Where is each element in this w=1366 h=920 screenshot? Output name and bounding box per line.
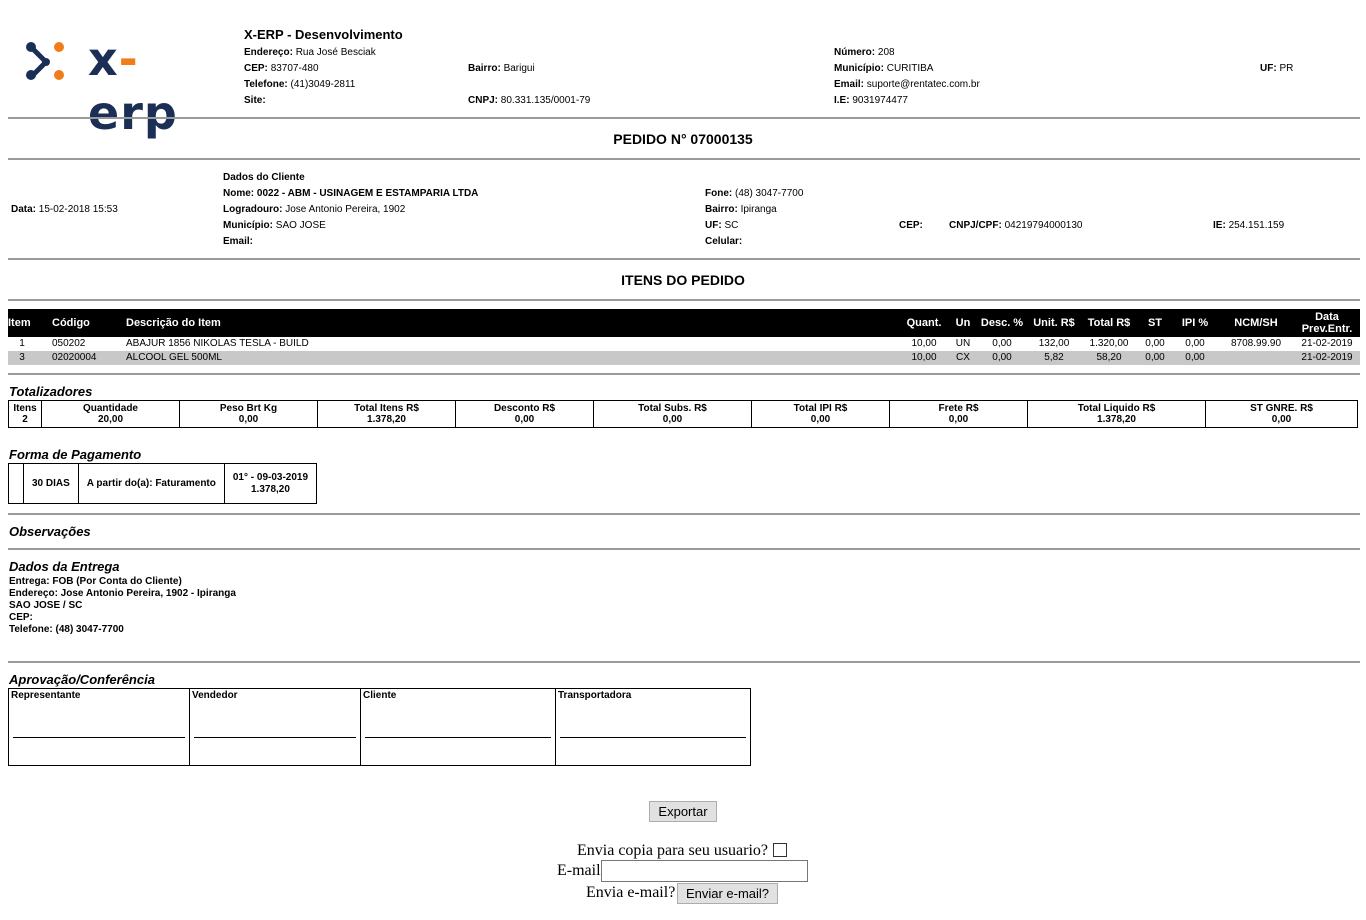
client-cep: CEP: <box>899 220 923 231</box>
client-uf: UF: SC <box>705 220 739 231</box>
total-ipi: Total IPI R$ 0,00 <box>752 401 890 428</box>
payment-condition: 30 DIAS <box>24 464 79 504</box>
cell-unit-price: 5,82 <box>1028 351 1080 365</box>
totals-table <box>8 400 1358 428</box>
company-logo <box>26 32 226 140</box>
payment-basis: A partir do(a): Faturamento <box>78 464 224 504</box>
company-ie: I.E: 9031974477 <box>834 95 908 106</box>
client-ie: IE: 254.151.159 <box>1213 220 1285 231</box>
company-city: Município: CURITIBA <box>834 63 934 74</box>
approval-title: Aprovação/Conferência <box>9 672 155 687</box>
total-net: Total Liquido R$ 1.378,20 <box>1028 401 1206 428</box>
divider <box>8 158 1360 160</box>
send-label: Envia e-mail? <box>586 884 676 901</box>
company-phone: Telefone: (41)3049-2811 <box>244 79 356 90</box>
divider <box>8 661 1360 663</box>
email-label: E-mail <box>557 862 601 879</box>
company-name: X-ERP - Desenvolvimento <box>244 27 403 42</box>
table-row <box>8 337 1360 351</box>
client-phone: Fone: (48) 3047-7700 <box>705 188 804 199</box>
client-cnpj: CNPJ/CPF: 04219794000130 <box>949 220 1083 231</box>
col-unit-price: Unit. R$ <box>1028 309 1080 337</box>
client-city: Município: SAO JOSE <box>223 220 326 231</box>
col-code: Código <box>36 309 114 337</box>
col-quantity: Quant. <box>898 309 950 337</box>
payment-installment: 01° - 09-03-2019 1.378,20 <box>224 464 316 504</box>
col-description: Descrição do Item <box>114 309 898 337</box>
client-mobile: Celular: <box>705 236 743 247</box>
cell-ipi: 0,00 <box>1172 351 1218 365</box>
copy-checkbox[interactable] <box>773 843 787 857</box>
approval-table <box>8 688 751 766</box>
total-items-value: Total Itens R$ 1.378,20 <box>318 401 456 428</box>
payment-empty-cell <box>9 464 24 504</box>
cell-item: 1 <box>19 338 25 349</box>
cell-ncm <box>1218 351 1294 365</box>
total-freight: Frete R$ 0,00 <box>890 401 1028 428</box>
cell-code: 02020004 <box>36 351 114 365</box>
total-subs: Total Subs. R$ 0,00 <box>594 401 752 428</box>
items-title: ITENS DO PEDIDO <box>621 272 745 288</box>
divider <box>8 299 1360 301</box>
cell-item: 3 <box>8 351 36 365</box>
totals-title: Totalizadores <box>9 384 93 399</box>
signature-box-representative: Representante <box>9 689 190 766</box>
order-date: Data: 15-02-2018 15:53 <box>11 204 118 215</box>
cell-total: 1.320,00 <box>1089 338 1129 349</box>
client-heading: Dados do Cliente <box>223 172 305 183</box>
company-uf: UF: PR <box>1260 63 1294 74</box>
signature-box-seller: Vendedor <box>190 689 361 766</box>
client-bairro: Bairro: Ipiranga <box>705 204 777 215</box>
cell-description: ALCOOL GEL 500ML <box>114 351 898 365</box>
table-row <box>8 351 1360 365</box>
client-street: Logradouro: Jose Antonio Pereira, 1902 <box>223 204 406 215</box>
payment-title: Forma de Pagamento <box>9 447 142 462</box>
cell-quantity: 10,00 <box>911 338 937 349</box>
signature-line <box>13 737 185 738</box>
total-quantity: Quantidade 20,00 <box>42 401 180 428</box>
total-st-gnre: ST GNRE. R$ 0,00 <box>1206 401 1358 428</box>
company-address: Endereço: Rua José Besciak <box>244 47 376 58</box>
cell-unit-price: 132,00 <box>1038 338 1070 349</box>
col-delivery-date: Data Prev.Entr. <box>1294 309 1360 337</box>
divider <box>8 258 1360 260</box>
col-ipi: IPI % <box>1172 309 1218 337</box>
company-bairro: Bairro: Barigui <box>468 63 535 74</box>
company-site: Site: <box>244 95 266 106</box>
client-name: Nome: 0022 - ABM - USINAGEM E ESTAMPARIA LTDA <box>223 188 479 199</box>
copy-label: Envia copia para seu usuario? <box>577 842 769 859</box>
cell-quantity: 10,00 <box>898 351 950 365</box>
company-email: Email: suporte@rentatec.com.br <box>834 79 980 90</box>
signature-line <box>365 737 551 738</box>
order-title: PEDIDO N° 07000135 <box>613 131 753 147</box>
signature-box-client: Cliente <box>361 689 556 766</box>
divider <box>8 117 1360 119</box>
cell-unit: UN <box>955 338 971 349</box>
cell-ipi: 0,00 <box>1185 338 1205 349</box>
delivery-info: Entrega: FOB (Por Conta do Cliente) Endereço: Jose Antonio Pereira, 1902 - Ipiranga SAO JOSE / SC CEP: Telefone: (48) 3047-7700 <box>9 576 236 635</box>
col-item: Item <box>8 309 36 337</box>
cell-delivery-date: 21-02-2019 <box>1301 338 1353 349</box>
col-ncm: NCM/SH <box>1218 309 1294 337</box>
cell-description: ABAJUR 1856 NIKOLAS TESLA - BUILD <box>126 338 309 349</box>
cell-discount: 0,00 <box>992 338 1012 349</box>
items-table <box>8 309 1360 365</box>
export-button[interactable]: Exportar <box>649 801 717 822</box>
cell-delivery-date: 21-02-2019 <box>1294 351 1360 365</box>
divider <box>8 548 1360 550</box>
send-email-button[interactable]: Enviar e-mail? <box>677 883 778 904</box>
company-number: Número: 208 <box>834 47 895 58</box>
payment-table <box>8 463 317 504</box>
divider <box>8 373 1360 375</box>
observations-title: Observações <box>9 524 91 539</box>
cell-st: 0,00 <box>1145 338 1165 349</box>
signature-line <box>560 737 746 738</box>
divider <box>8 513 1360 515</box>
cell-total: 58,20 <box>1080 351 1138 365</box>
cell-ncm: 8708.99.90 <box>1230 338 1282 349</box>
email-input[interactable] <box>601 860 808 882</box>
delivery-title: Dados da Entrega <box>9 559 120 574</box>
cell-st: 0,00 <box>1138 351 1172 365</box>
client-email: Email: <box>223 236 254 247</box>
total-discount: Desconto R$ 0,00 <box>456 401 594 428</box>
signature-box-carrier: Transportadora <box>556 689 751 766</box>
cell-unit: CX <box>950 351 976 365</box>
items-header-row <box>8 309 1360 337</box>
total-items: Itens 2 <box>9 401 42 428</box>
logo-mark-icon <box>26 42 66 82</box>
company-cnpj: CNPJ: 80.331.135/0001-79 <box>468 95 591 106</box>
col-st: ST <box>1138 309 1172 337</box>
company-cep: CEP: 83707-480 <box>244 63 319 74</box>
total-weight: Peso Brt Kg 0,00 <box>180 401 318 428</box>
cell-discount: 0,00 <box>976 351 1028 365</box>
logo-wordmark: x-erp <box>88 32 178 140</box>
col-total: Total R$ <box>1080 309 1138 337</box>
cell-code: 050202 <box>52 338 86 349</box>
col-discount: Desc. % <box>976 309 1028 337</box>
col-unit: Un <box>950 309 976 337</box>
signature-line <box>194 737 356 738</box>
